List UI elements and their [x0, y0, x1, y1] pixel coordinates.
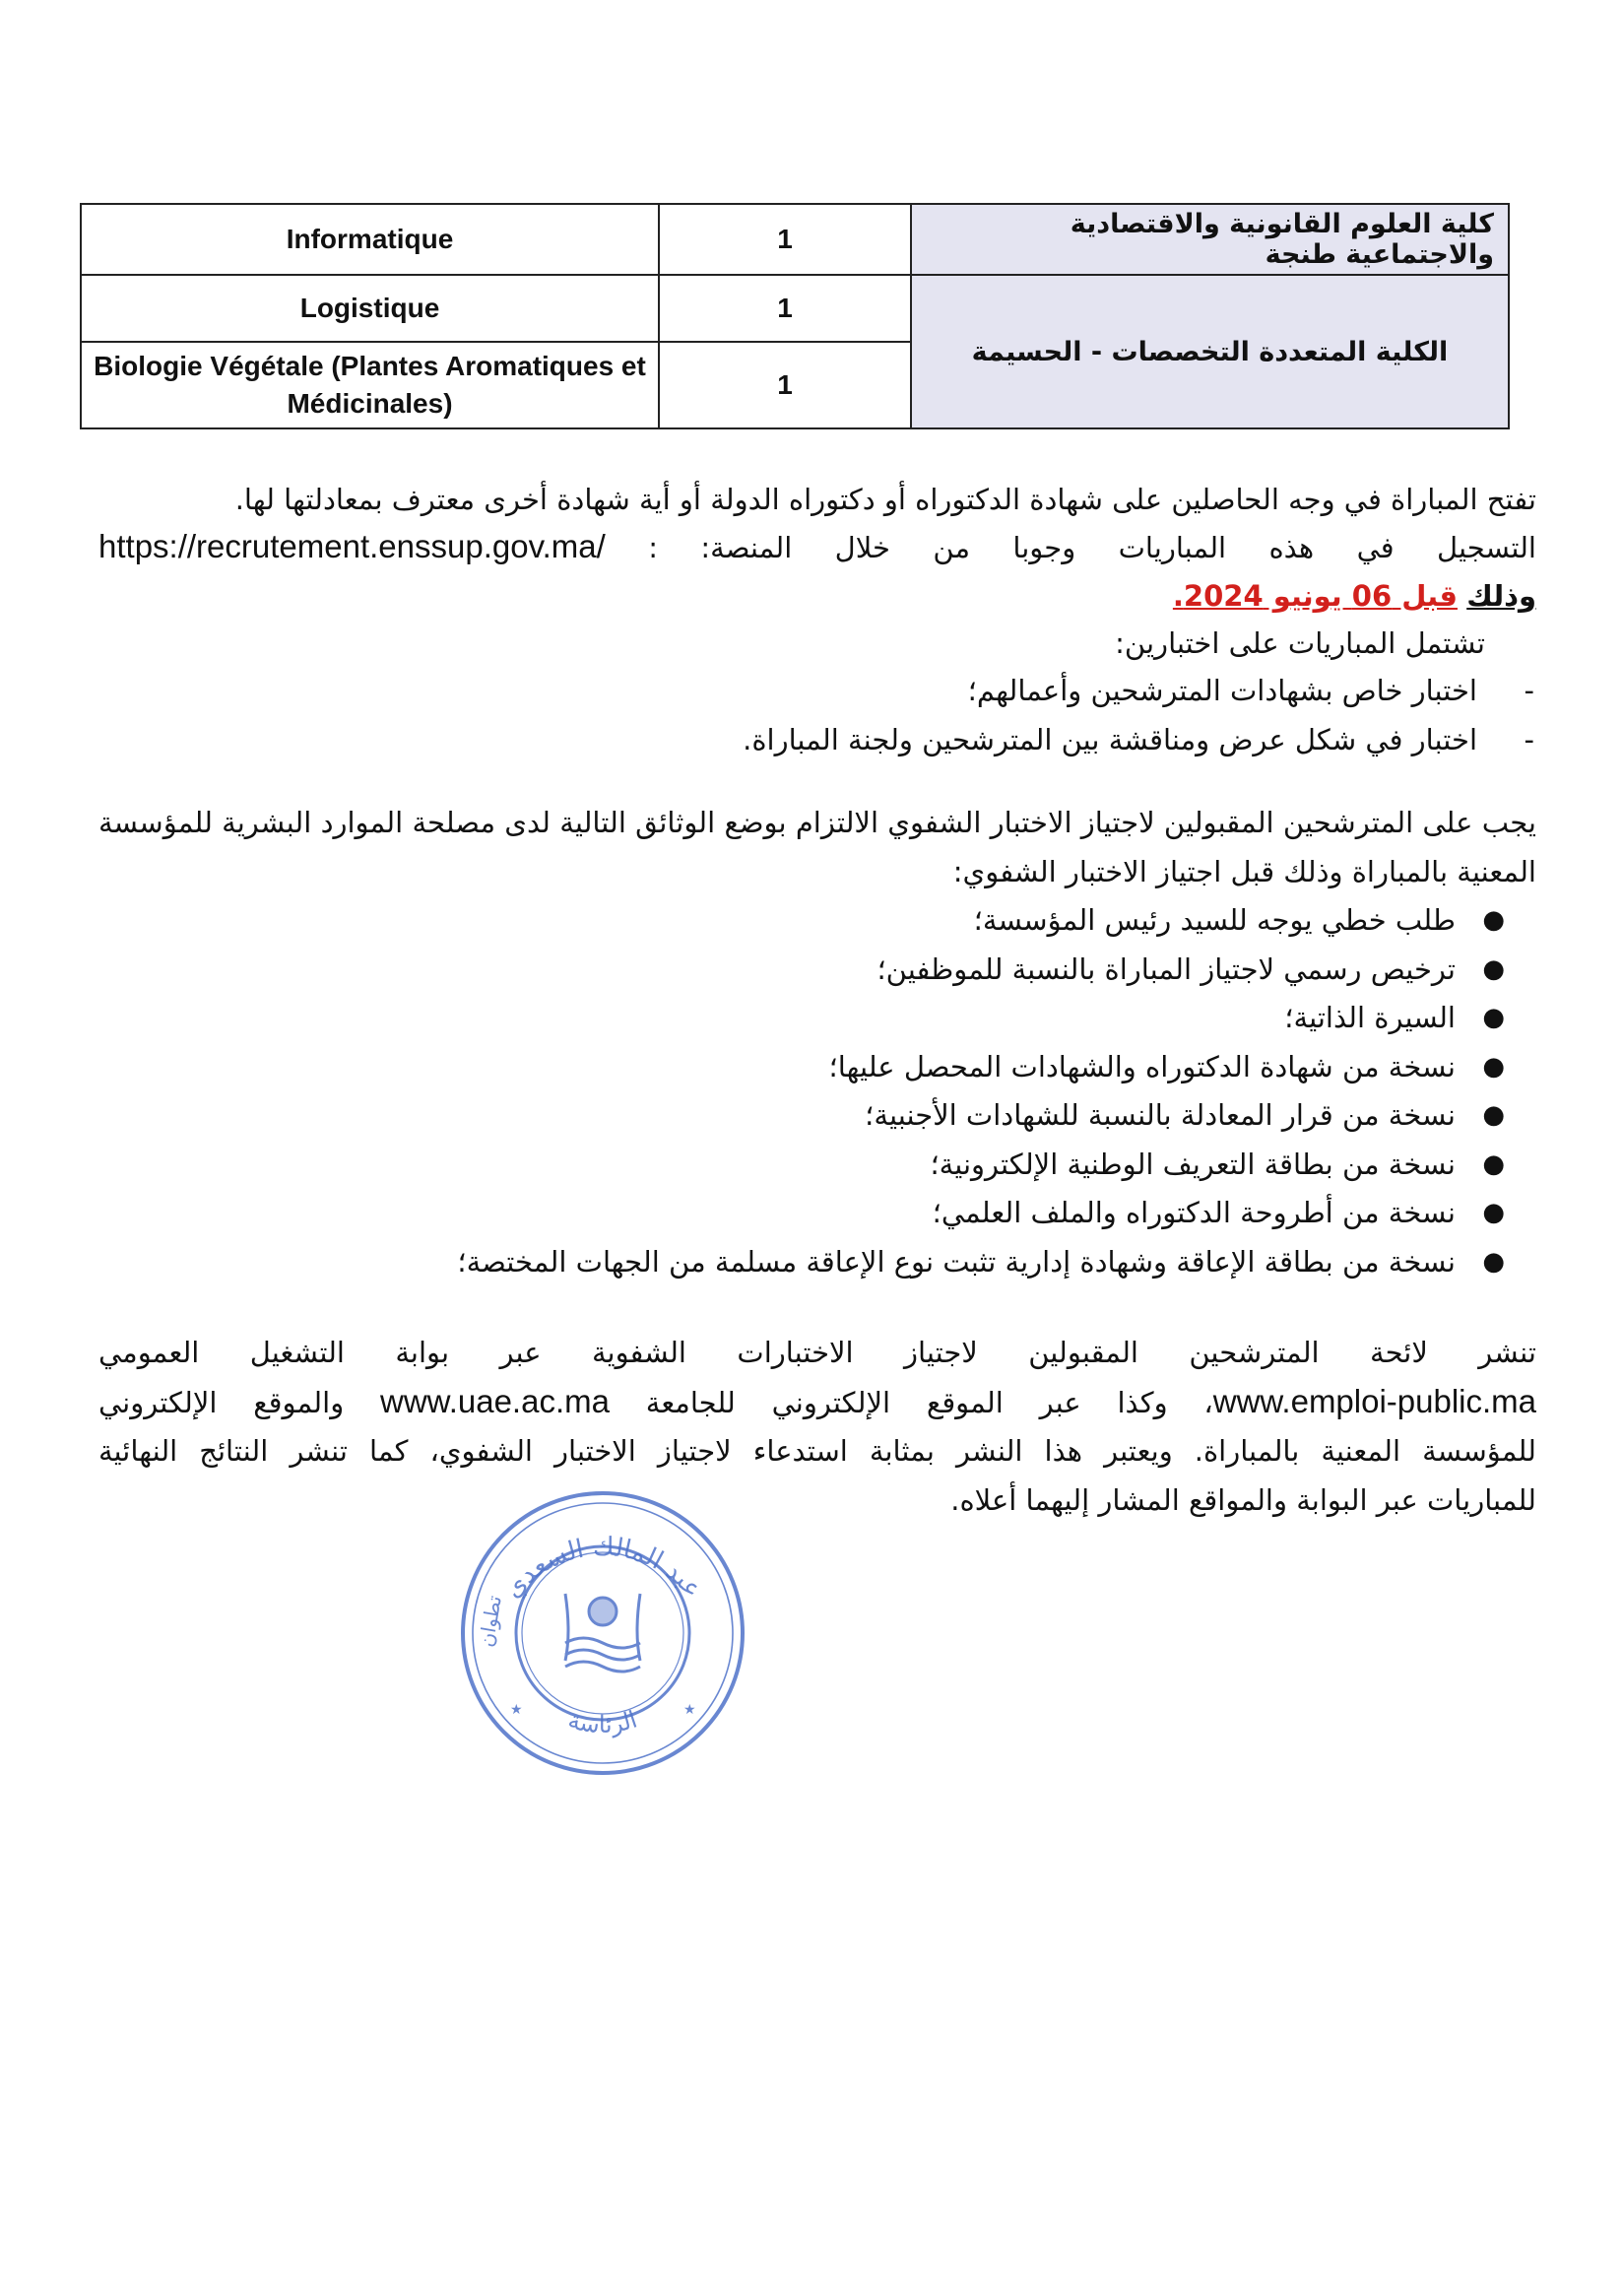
specialty-cell: Logistique [81, 275, 659, 342]
university-emblem-icon [565, 1594, 640, 1672]
publication-mid-text: ، وكذا عبر الموقع الإلكتروني للجامعة [645, 1386, 1213, 1419]
deadline-line [98, 571, 1536, 621]
uae-link[interactable]: www.uae.ac.ma [380, 1383, 610, 1419]
bullet-icon: ● [1482, 1148, 1505, 1179]
bullet-icon: ● [1482, 1246, 1505, 1277]
list-item-text: السيرة الذاتية؛ [1284, 1001, 1456, 1034]
dash-marker: - [1524, 674, 1534, 707]
list-item [146, 994, 1505, 1043]
svg-text:الرئاسة [565, 1706, 640, 1739]
bullet-icon: ● [1482, 953, 1505, 984]
tests-list [156, 666, 1534, 764]
publication-line-1: تنشر لائحة المترشحين المقبولين لاجتياز الاختبارات الشفوية عبر بوابة التشغيل العمومي [98, 1336, 1536, 1369]
institution-cell: كلية العلوم القانونية والاقتصادية والاجتماعية طنجة [911, 204, 1509, 275]
count-cell: 1 [659, 204, 911, 275]
count-cell: 1 [659, 275, 911, 342]
stamp-left-text: تطوان [474, 1593, 507, 1649]
registration-text: التسجيل في هذه المباريات وجوبا من خلال المنصة: : [648, 531, 1536, 564]
publication-line-4: للمباريات عبر البوابة والمواقع المشار إليهما أعلاه. [950, 1483, 1536, 1517]
list-item [146, 896, 1505, 946]
list-item-text: نسخة من بطاقة التعريف الوطنية الإلكترونية؛ [930, 1147, 1456, 1181]
list-item-text: اختبار خاص بشهادات المترشحين وأعمالهم؛ [967, 674, 1477, 707]
dash-marker: - [1524, 723, 1534, 756]
table-row [81, 204, 1509, 275]
stamp-star-icon: ★ [683, 1702, 696, 1718]
list-item [146, 1091, 1505, 1141]
positions-table [80, 203, 1510, 429]
stamp-bottom-text: الرئاسة [564, 1705, 641, 1739]
bullet-icon: ● [1482, 1051, 1505, 1082]
official-stamp [455, 1485, 750, 1781]
list-item [156, 715, 1534, 764]
publication-line-2 [98, 1377, 1536, 1427]
bullet-icon: ● [1482, 1003, 1505, 1032]
registration-link[interactable]: https://recrutement.enssup.gov.ma/ [98, 528, 606, 564]
bullet-icon: ● [1482, 1100, 1505, 1130]
list-item [156, 666, 1534, 715]
list-item-text: اختبار في شكل عرض ومناقشة بين المترشحين ولجنة المباراة. [743, 723, 1477, 756]
bullet-icon: ● [1482, 905, 1505, 935]
svg-text:عبد المالك السعدي [498, 1533, 708, 1605]
eligibility-paragraph: تفتح المباراة في وجه الحاصلين على شهادة الدكتوراه أو دكتوراه الدولة أو أية شهادة أخرى معترف بمعادلتها لها. [234, 483, 1536, 516]
list-item-text: نسخة من قرار المعادلة بالنسبة للشهادات الأجنبية؛ [865, 1098, 1456, 1132]
documents-list [146, 896, 1505, 1286]
deadline-prefix: وذلك [1466, 579, 1536, 613]
table-row [81, 275, 1509, 342]
stamp-star-icon: ★ [510, 1702, 523, 1718]
bullet-icon: ● [1482, 1198, 1505, 1227]
list-item [146, 946, 1505, 995]
emploi-public-link[interactable]: www.emploi-public.ma [1212, 1383, 1537, 1419]
registration-line [98, 522, 1536, 572]
stamp-top-text: عبد المالك السعدي [497, 1532, 708, 1605]
list-item [146, 1189, 1505, 1238]
tests-intro: تشتمل المباريات على اختبارين: [1115, 626, 1485, 660]
institution-cell: الكلية المتعددة التخصصات - الحسيمة [911, 275, 1509, 428]
specialty-cell: Informatique [81, 204, 659, 275]
list-item [146, 1141, 1505, 1190]
deadline-date: قبل 06 يونيو 2024. [1172, 579, 1458, 613]
count-cell: 1 [659, 342, 911, 428]
publication-line-3: للمؤسسة المعنية بالمباراة. ويعتبر هذا النشر بمثابة استدعاء لاجتياز الاختبار الشفوي، كما تنشر النتائج النهائية [98, 1434, 1536, 1468]
list-item [146, 1238, 1505, 1287]
list-item-text: نسخة من بطاقة الإعاقة وشهادة إدارية تثبت نوع الإعاقة مسلمة من الجهات المختصة؛ [457, 1244, 1456, 1279]
list-item-text: طلب خطي يوجه للسيد رئيس المؤسسة؛ [973, 903, 1456, 937]
list-item [146, 1043, 1505, 1092]
list-item-text: نسخة من شهادة الدكتوراه والشهادات المحصل عليها؛ [828, 1049, 1456, 1083]
publication-end-text: والموقع الإلكتروني [98, 1386, 345, 1419]
list-item-text: ترخيص رسمي لاجتياز المباراة بالنسبة للموظفين؛ [876, 951, 1456, 986]
list-item-text: نسخة من أطروحة الدكتوراه والملف العلمي؛ [932, 1196, 1456, 1229]
specialty-cell: Biologie Végétale (Plantes Aromatiques et Médicinales) [81, 342, 659, 428]
documents-intro: يجب على المترشحين المقبولين لاجتياز الاختبار الشفوي الالتزام بوضع الوثائق التالية لدى مصلحة الموارد البشرية للمؤسسة المعنية بالمباراة وذلك قبل اجتياز الاختبار الشفوي: [98, 806, 1536, 888]
